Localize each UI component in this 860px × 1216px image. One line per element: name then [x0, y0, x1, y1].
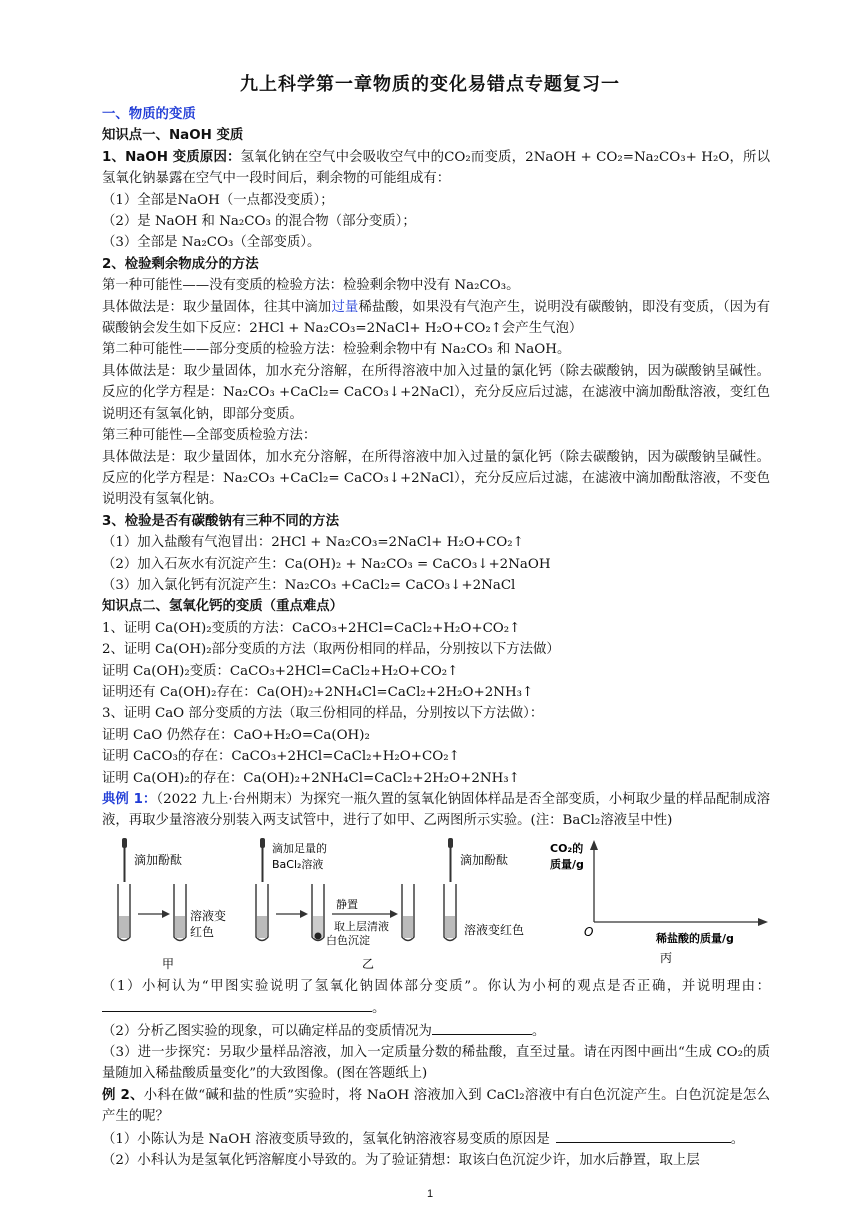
example-text: 小科在做“碱和盐的性质”实验时，将 NaOH 溶液加入到 CaCl₂溶液中有白色沉淀产生。白色沉淀是怎么产生的呢？	[102, 1087, 770, 1125]
figure-a	[118, 838, 226, 971]
example-1	[102, 789, 770, 832]
question-text: （1）小陈认为是 NaOH 溶液变质导致的，氢氧化钠溶液容易变质的原因是	[102, 1131, 550, 1147]
experiment-figure	[102, 834, 770, 974]
knowledge-point-2-title: 知识点二、氢氧化钙的变质（重点难点）	[102, 599, 344, 615]
figure-b-step-1: 静置	[336, 897, 358, 911]
question-text: （2）分析乙图实验的现象，可以确定样品的变质情况为	[102, 1023, 432, 1039]
figure-b-label: 乙	[362, 956, 375, 971]
paragraph-line: 第一种可能性——没有变质的检验方法：检验剩余物中没有 Na₂CO₃。	[102, 278, 520, 294]
figure-b-drop-label-3: 滴加酚酞	[460, 852, 509, 867]
dropper-bulb	[448, 838, 453, 848]
solution	[445, 916, 455, 938]
figure-a-result-2: 红色	[190, 924, 215, 939]
figure-b-result: 溶液变红色	[464, 922, 525, 937]
figure-c-origin: O	[584, 924, 594, 939]
example-label: 例 2、	[102, 1087, 144, 1103]
example-text: （2022 九上·台州期末）为探究一瓶久置的氢氧化钠固体样品是否全部变质，小柯取少量的样品配制成溶液，再取少量溶液分别装入两支试管中，进行了如甲、乙两图所示实验。(注：BaCl₂溶液呈中性)	[102, 792, 770, 829]
section-heading: 一、物质的变质	[102, 107, 196, 122]
list-item: （2）是 NaOH 和 Na₂CO₃ 的混合物（部分变质）；	[102, 214, 416, 230]
dropper-bulb	[122, 838, 127, 848]
subheading-carbonate: 3、检验是否有碳酸钠有三种不同的方法	[102, 513, 339, 529]
example-label: 典例 1：	[102, 792, 157, 807]
paragraph-method-1	[102, 297, 770, 340]
paragraph-line: 证明 CaO 仍然存在：CaO+H₂O=Ca(OH)₂	[102, 727, 370, 743]
y-axis-arrow-icon	[590, 840, 598, 850]
example-2-question-1	[102, 1128, 770, 1150]
list-item: （3）加入氯化钙有沉淀产生：Na₂CO₃ +CaCl₂= CaCO₃↓+2NaCl	[102, 577, 516, 593]
paragraph-line: 2、证明 Ca(OH)₂部分变质的方法（取两份相同的样品，分别按以下方法做）	[102, 642, 560, 658]
dropper-bulb	[260, 838, 265, 848]
question-3: （3）进一步探究：另取少量样品溶液，加入一定质量分数的稀盐酸，直至过量。请在丙图中画出“生成 CO₂的质量随加入稀盐酸质量变化”的大致图像。(图在答题纸上)	[102, 1045, 770, 1082]
x-axis-arrow-icon	[758, 918, 768, 926]
figure-b-step-2: 取上层清液	[334, 919, 389, 933]
punctuation: 。	[531, 1023, 546, 1039]
answer-blank[interactable]	[556, 1128, 731, 1143]
figure-c-ylabel-1: CO₂的	[550, 841, 584, 855]
list-item: （1）全部是NaOH（一点都没变质）；	[102, 192, 334, 208]
subheading-detection: 2、检验剩余物成分的方法	[102, 256, 259, 272]
solution	[119, 916, 129, 938]
paragraph-line: 第二种可能性——部分变质的检验方法：检验剩余物中有 Na₂CO₃ 和 NaOH。	[102, 342, 571, 358]
experiment-diagram	[100, 834, 770, 974]
document-title: 九上科学第一章物质的变化易错点专题复习一	[240, 74, 620, 95]
solution	[257, 916, 267, 938]
example-2-question-2: （2）小科认为是氢氧化钙溶解度小导致的。为了验证猜想：取该白色沉淀少许，加水后静置，取上层	[102, 1153, 700, 1169]
paragraph-line: 证明 Ca(OH)₂变质：CaCO₃+2HCl=CaCl₂+H₂O+CO₂↑	[102, 663, 459, 679]
figure-b-precipitate-label: 白色沉淀	[326, 933, 370, 947]
figure-c-xlabel: 稀盐酸的质量/g	[656, 931, 734, 945]
question-text: （1）小柯认为“甲图实验说明了氢氧化钠固体部分变质”。你认为小柯的观点是否正确，并说明理由：	[102, 978, 770, 994]
figure-b-drop-label-2: BaCl₂溶液	[272, 857, 324, 871]
highlight-excess: 过量	[331, 299, 359, 315]
answer-blank[interactable]	[432, 1020, 532, 1035]
precipitate	[315, 932, 322, 939]
punctuation: 。	[372, 1001, 386, 1017]
list-item: （1）加入盐酸有气泡冒出：2HCl + Na₂CO₃=2NaCl+ H₂O+CO₂↑	[102, 535, 524, 551]
figure-c-label: 丙	[660, 950, 673, 965]
arrow-head-icon	[390, 910, 398, 918]
paragraph-method-3: 具体做法是：取少量固体，加水充分溶解，在所得溶液中加入过量的氯化钙（除去碳酸钠，因为碳酸钠呈碱性。反应的化学方程是：Na₂CO₃ +CaCl₂= CaCO₃↓+2NaCl），充分反应后过滤，在滤液中滴加酚酞溶液，不变色说明没有氢氧化钠。	[102, 449, 770, 508]
paragraph-head: 1、NaOH 变质原因：	[102, 149, 241, 165]
paragraph-text: 具体做法是：取少量固体，往其中滴加	[102, 299, 332, 315]
solution	[175, 916, 185, 938]
paragraph-line: 证明 CaCO₃的存在：CaCO₃+2HCl=CaCl₂+H₂O+CO₂↑	[102, 749, 460, 765]
paragraph-line: 3、证明 CaO 部分变质的方法（取三份相同的样品，分别按以下方法做）：	[102, 706, 544, 722]
figure-b	[256, 838, 414, 971]
question-1	[102, 976, 770, 1020]
paragraph-line: 证明 Ca(OH)₂的存在：Ca(OH)₂+2NH₄Cl=CaCl₂+2H₂O+2NH₃↑	[102, 770, 520, 786]
paragraph-line: 1、证明 Ca(OH)₂变质的方法：CaCO₃+2HCl=CaCl₂+H₂O+CO₂↑	[102, 620, 521, 636]
figure-c	[550, 840, 768, 965]
answer-blank[interactable]	[102, 997, 372, 1012]
question-2	[102, 1020, 770, 1042]
paragraph-method-2: 具体做法是：取少量固体，加水充分溶解，在所得溶液中加入过量的氯化钙（除去碳酸钠，因为碳酸钠呈碱性。反应的化学方程是：Na₂CO₃ +CaCl₂= CaCO₃↓+2NaCl），充分反应后过滤，在滤液中滴加酚酞溶液，变红色说明还有氢氧化钠，即部分变质。	[102, 363, 770, 422]
paragraph-text: 氢氧化钠在空气中会吸收空气中的CO₂而变质，2NaOH + CO₂=Na₂CO₃+ H₂O，所以氢氧化钠暴露在空气中一段时间后，剩余物的可能组成有：	[102, 149, 771, 187]
arrow-head-icon	[162, 910, 170, 918]
document-body	[102, 104, 770, 1171]
figure-a-label: 甲	[162, 956, 175, 971]
arrow-head-icon	[300, 910, 308, 918]
figure-a-result-1: 溶液变	[190, 908, 227, 923]
figure-a-drop-label: 滴加酚酞	[134, 852, 183, 867]
example-2	[102, 1085, 770, 1128]
solution	[403, 916, 413, 938]
knowledge-point-1-title: 知识点一、NaOH 变质	[102, 128, 244, 144]
paragraph-naoh-cause	[102, 147, 770, 190]
paragraph-line: 第三种可能性—全部变质检验方法：	[102, 428, 317, 444]
paragraph-line: 证明还有 Ca(OH)₂存在：Ca(OH)₂+2NH₄Cl=CaCl₂+2H₂O+2NH₃↑	[102, 684, 534, 700]
figure-b-continued	[444, 838, 524, 941]
figure-b-drop-label-1: 滴加足量的	[272, 841, 327, 855]
list-item: （3）全部是 Na₂CO₃（全部变质）。	[102, 235, 321, 251]
paragraph-text: 稀盐酸，如果没有气泡产生，说明没有碳酸钠，即没有变质，（因为有碳酸钠会发生如下反应：2HCl + Na₂CO₃=2NaCl+ H₂O+CO₂↑会产生气泡）	[102, 299, 771, 337]
punctuation: 。	[730, 1131, 745, 1147]
list-item: （2）加入石灰水有沉淀产生：Ca(OH)₂ + Na₂CO₃ = CaCO₃↓+2NaOH	[102, 556, 551, 572]
page-number: 1	[426, 1188, 434, 1200]
figure-c-ylabel-2: 质量/g	[550, 857, 584, 871]
